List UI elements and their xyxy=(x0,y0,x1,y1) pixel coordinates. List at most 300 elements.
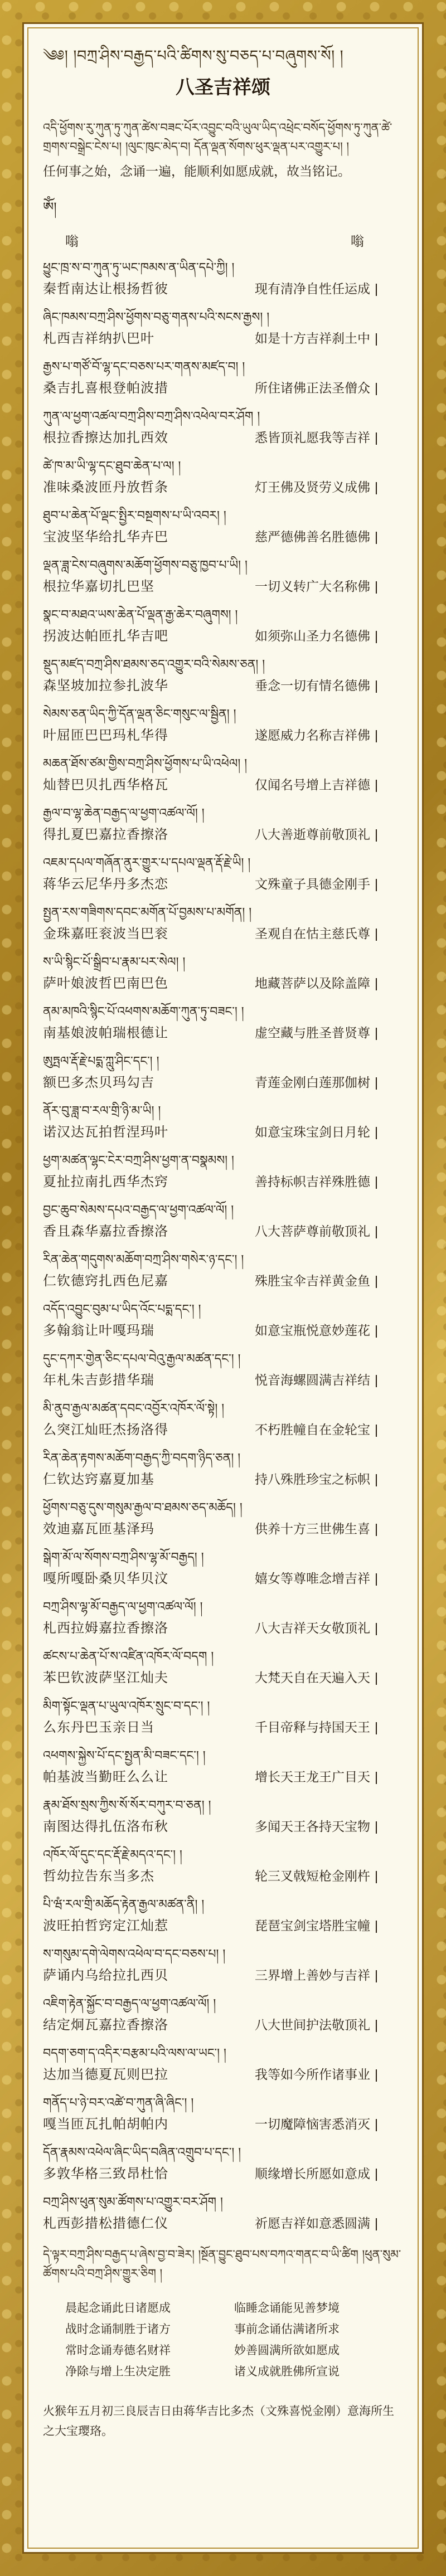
verse-row xyxy=(43,1964,403,1987)
verse-meaning-wrap xyxy=(255,625,403,648)
verse-item xyxy=(43,606,403,648)
verse-meaning: 一切义转广大名称佛 xyxy=(255,580,370,594)
verse-item xyxy=(43,1647,403,1689)
om-right: 嗡 xyxy=(351,234,364,249)
shad-mark xyxy=(376,1772,377,1784)
verse-meaning: 多闻天王各持天宝物 xyxy=(255,1820,370,1834)
verse-transliteration: 多敦华格三致昂杜恰 xyxy=(43,2166,168,2181)
verse-meaning-wrap xyxy=(255,1915,403,1937)
verse-item xyxy=(43,755,403,796)
verse-meaning: 垂念一切有情名德佛 xyxy=(255,679,370,693)
verse-transliteration: 札西彭措松措德仁仪 xyxy=(43,2215,168,2231)
verse-meaning: 增长天王龙王广目天 xyxy=(255,1770,370,1785)
chinese-title: 八圣吉祥颂 xyxy=(176,76,270,99)
verse-tibetan: འདོད་འབྱུང་བུམ་པ་ཡིད་འོང་པདྨ་དང་། ། xyxy=(43,1302,201,1316)
tibetan-intro: འདི་ཕྱོགས་རུ་ཀུན་ཏུ་ཀུན་ཚེས་བཟང་པོར་འབྱུང་བའི་ཡུལ་ཡིད་འཕྲེང་བསོད་ཕྱོགས་ཏུ་ཀུན་ཚེ་གྲགས་བསྒྲེང་ངེས་པ། །ལུང་ཁུང་མེད་བ། དོན་ལྡན་སོགས་ཕུར་ལྡན་པར་འགྱུར་པ། ། xyxy=(43,121,392,153)
verse-meaning: 嬉女等尊唯念增吉祥 xyxy=(255,1572,370,1586)
verse-transliteration: 达加当德夏瓦则巴拉 xyxy=(43,2067,168,2082)
om-block xyxy=(43,193,403,250)
poem-line xyxy=(65,2361,403,2382)
verse-transliteration: 么突江灿旺杰扬洛得 xyxy=(43,1422,168,1437)
verse-transliteration: 仁钦德窍扎西色尼嘉 xyxy=(43,1273,168,1289)
poem-left: 战时念诵制胜于诸方 xyxy=(65,2322,171,2336)
verse-transliteration: 蒋华云尼华丹多杰恋 xyxy=(43,876,168,892)
verse-meaning: 灯王佛及贤劳义成佛 xyxy=(255,480,370,495)
verse-tibetan: མིག་སྟོང་ལྡན་པ་ཡུལ་འཁོར་སྲུང་བ་དང་། ། xyxy=(43,1699,210,1713)
shad-mark xyxy=(376,1673,377,1685)
verse-row xyxy=(43,1220,403,1243)
colophon: 火猴年五月初三良辰吉日由蒋华吉比多杰（文殊喜悦金刚）意海所生之大宝璎珞。 xyxy=(43,2404,394,2438)
verse-tibetan: བྱང་ཆུབ་སེམས་དཔའ་བརྒྱད་ལ་ཕྱག་འཚལ་ལོ། ། xyxy=(43,1203,234,1217)
shad-mark xyxy=(376,1623,377,1635)
om-left: 嗡 xyxy=(65,234,79,249)
verse-transliteration: 帕基波当勤旺么么让 xyxy=(43,1769,168,1785)
verse-transliteration: 萨叶娘波哲巴南巴色 xyxy=(43,975,168,991)
verse-row xyxy=(43,2113,403,2136)
verse-meaning-wrap xyxy=(255,477,403,499)
shad-mark xyxy=(376,929,377,941)
shad-mark xyxy=(376,2218,377,2230)
shad-mark xyxy=(376,1821,377,1834)
verse-transliteration: 札西拉姆嘉拉香擦洛 xyxy=(43,1620,168,1636)
verse-meaning-wrap xyxy=(255,1766,403,1788)
verse-tibetan: བདག་ཅག་ད་འདིར་བརྩམ་པའི་ལས་ལ་ཡང་། ། xyxy=(43,2047,226,2060)
verse-item xyxy=(43,1201,403,1243)
verse-row xyxy=(43,1914,403,1937)
verse-tibetan: འཇམ་དཔལ་གཞོན་ནུར་གྱུར་པ་དཔལ་ལྡན་རྡོ་རྗེ་ཡི། ། xyxy=(43,856,251,870)
closing-poem xyxy=(65,2297,403,2382)
verse-tibetan: གནོད་པ་ཉེ་བར་འཚེ་བ་ཀུན་ཞི་ཞིང་། ། xyxy=(43,2096,194,2110)
verse-meaning: 如意宝瓶悦意妙莲花 xyxy=(255,1324,370,1338)
verse-row xyxy=(43,674,403,697)
shad-mark xyxy=(376,1474,377,1486)
verse-transliteration: 森坚坡加拉参扎波华 xyxy=(43,678,168,693)
verse-meaning-wrap xyxy=(255,576,403,598)
verse-tibetan: ཚེ་ཁ་མ་ཡི་ལྷ་དང་ཐུབ་ཆེན་པ་ལ། ། xyxy=(43,459,181,473)
verse-transliteration: 叶屈匝巴巴玛札华得 xyxy=(43,727,168,743)
verse-item xyxy=(43,1499,403,1540)
verse-meaning-wrap xyxy=(255,2113,403,2136)
verse-row xyxy=(43,1270,403,1292)
shad-mark xyxy=(376,829,377,842)
verse-meaning: 虚空藏与胜圣普贤尊 xyxy=(255,1026,370,1041)
shad-mark xyxy=(376,482,377,494)
verse-meaning-wrap xyxy=(255,1369,403,1392)
verse-row xyxy=(43,1617,403,1640)
poem-left: 净除与增上生决定胜 xyxy=(65,2365,171,2378)
verse-meaning: 圣观自在怙主慈氏尊 xyxy=(255,927,370,941)
shad-mark xyxy=(376,1524,377,1536)
verse-meaning-wrap xyxy=(255,774,403,796)
poem-right: 诸义成就胜佛所宣说 xyxy=(234,2365,340,2378)
verse-transliteration: 根拉华嘉切扎巴坚 xyxy=(43,579,154,594)
verse-tibetan: བཀྲ་ཤིས་ཕུན་སུམ་ཚོགས་པ་འགྱུར་བར་ཤོག ། xyxy=(43,2195,223,2209)
om-tibetan: ཨོཾ། xyxy=(43,200,57,215)
verse-item xyxy=(43,2193,403,2235)
verse-tibetan: རིན་ཆེན་གདུགས་མཆོག་བཀྲ་ཤིས་གསེར་ཉ་དང་། ། xyxy=(43,1253,244,1267)
verse-meaning-wrap xyxy=(255,2014,403,2037)
verse-transliteration: 效迪嘉瓦匝基泽玛 xyxy=(43,1521,154,1537)
verse-meaning-wrap xyxy=(255,973,403,995)
verse-meaning: 地藏菩萨以及除盖障 xyxy=(255,976,370,991)
verse-row xyxy=(43,1716,403,1739)
shad-mark xyxy=(376,1425,377,1437)
verse-item xyxy=(43,655,403,697)
verse-meaning-wrap xyxy=(255,526,403,548)
verse-row xyxy=(43,2063,403,2086)
shad-mark xyxy=(376,1871,377,1883)
verse-row xyxy=(43,2212,403,2235)
verse-tibetan: རྒྱས་པ་གཙོ་བོ་ལྷ་དང་བཅས་པར་གནས་མཛད་བ། ། xyxy=(43,360,245,374)
verse-row xyxy=(43,1567,403,1590)
verse-row xyxy=(43,426,403,449)
verse-tibetan: ས་ཡི་སྙིང་པོ་སྒྲིབ་པ་རྣམ་པར་སེལ། ། xyxy=(43,955,186,969)
verse-item xyxy=(43,903,403,945)
verse-row xyxy=(43,575,403,598)
verse-transliteration: 南基娘波帕瑞根德让 xyxy=(43,1025,168,1041)
verse-meaning: 轮三叉戟短枪金刚杵 xyxy=(255,1869,370,1884)
verse-tibetan: ཨུཏྤལ་རྡོ་རྗེ་པདྨ་ཀླུ་ཤིང་དང་། ། xyxy=(43,1054,159,1068)
verse-row xyxy=(43,1418,403,1441)
document-sheet xyxy=(22,22,424,2554)
shad-mark xyxy=(376,730,377,742)
verse-item xyxy=(43,1350,403,1392)
shad-mark xyxy=(376,1028,377,1040)
verse-meaning-wrap xyxy=(255,1270,403,1292)
verse-transliteration: 结定炯瓦嘉拉香擦洛 xyxy=(43,2017,168,2033)
verse-meaning: 一切魔障恼害悉消灭 xyxy=(255,2117,370,2132)
om-row xyxy=(43,230,403,250)
shad-mark xyxy=(376,1177,377,1189)
verse-tibetan: འཕགས་སྐྱེས་པོ་དང་སྤྱན་མི་བཟང་དང་། ། xyxy=(43,1749,206,1763)
verse-item xyxy=(43,407,403,449)
verse-row xyxy=(43,1815,403,1838)
verse-meaning-wrap xyxy=(255,1072,403,1094)
shad-mark xyxy=(376,333,377,346)
verse-item xyxy=(43,1846,403,1888)
verse-meaning-wrap xyxy=(255,1965,403,1987)
verse-row xyxy=(43,1071,403,1094)
verse-meaning-wrap xyxy=(255,675,403,697)
verse-tibetan: མི་ནུབ་རྒྱལ་མཚན་དབང་འབྱོར་འཁོར་ལོ་སྟེ། ། xyxy=(43,1402,225,1416)
verse-item xyxy=(43,804,403,846)
verse-meaning-wrap xyxy=(255,1518,403,1540)
verse-tibetan: ནམ་མཁའི་སྙིང་པོ་འཕགས་མཆོག་ཀུན་ཏུ་བཟང་། ། xyxy=(43,1005,244,1019)
verse-tibetan: བཀྲ་ཤིས་ལྷ་མོ་བརྒྱད་ལ་ཕྱག་འཚལ་ལོ། ། xyxy=(43,1600,203,1614)
verse-meaning: 殊胜宝伞吉祥黄金鱼 xyxy=(255,1274,370,1289)
verse-item xyxy=(43,854,403,896)
verse-item xyxy=(43,1945,403,1987)
verse-meaning: 仅闻名号增上吉祥德 xyxy=(255,778,370,793)
verse-transliteration: 香且森华嘉拉香擦洛 xyxy=(43,1223,168,1239)
shad-mark xyxy=(376,532,377,544)
verse-list xyxy=(43,259,403,2235)
verse-row xyxy=(43,2014,403,2037)
verse-meaning: 悉皆顶礼愿我等吉祥 xyxy=(255,431,370,445)
verse-transliteration: 诺汉达瓦拍哲涅玛叶 xyxy=(43,1124,168,1140)
verse-meaning-wrap xyxy=(255,1121,403,1144)
verse-item xyxy=(43,1003,403,1044)
poem-line xyxy=(65,2340,403,2361)
shad-mark xyxy=(376,1921,377,1933)
poem-right: 妙善圆满所欲如愿成 xyxy=(234,2344,340,2357)
verse-item xyxy=(43,1251,403,1292)
poem-right: 临睡念诵能见善梦境 xyxy=(234,2301,340,2315)
verse-item xyxy=(43,1151,403,1193)
verse-meaning: 三界增上善妙与吉祥 xyxy=(255,1969,370,1983)
verse-row xyxy=(43,1319,403,1342)
verse-meaning: 八大善逝尊前敬顶礼 xyxy=(255,828,370,842)
verse-transliteration: 苯巴钦波萨坚江灿夫 xyxy=(43,1670,168,1685)
verse-item xyxy=(43,1548,403,1590)
verse-item xyxy=(43,1697,403,1739)
verse-tibetan: འཁོར་ལོ་དུང་དང་རྡོ་རྗེ་མདའ་དང་། ། xyxy=(43,1848,182,1862)
verse-meaning-wrap xyxy=(255,725,403,747)
verse-meaning-wrap xyxy=(255,824,403,846)
verse-tibetan: ཕྱུང་ཁྲ་ས་བ་ཀུན་ཏུ་ཡང་ཁམས་ན་ཡིན་དཔེ་ཀྱི། ། xyxy=(43,261,235,275)
verse-row xyxy=(43,922,403,945)
verse-meaning: 文殊童子具德金刚手 xyxy=(255,877,370,892)
verse-row xyxy=(43,1022,403,1044)
verse-item xyxy=(43,556,403,598)
verse-meaning: 现有清净自性任运成 xyxy=(255,282,370,297)
shad-mark xyxy=(376,1970,377,1982)
verse-item xyxy=(43,2094,403,2136)
verse-row xyxy=(43,1468,403,1491)
verse-tibetan: རྣམ་ཐོས་སྲས་ཀྱིས་སོ་སོར་བཀུར་བ་ཅན། ། xyxy=(43,1799,211,1812)
verse-tibetan: ལྡན་ཟླ་ངེས་བཞུགས་མཆོག་ཕྱོགས་བཅུ་ཁྱབ་པ་ཡི། ། xyxy=(43,558,248,572)
verse-transliteration: 南图达得扎伍洛布秋 xyxy=(43,1819,168,1834)
verse-meaning: 如须弥山圣力名德佛 xyxy=(255,629,370,644)
verse-row xyxy=(43,2162,403,2185)
verse-meaning-wrap xyxy=(255,2163,403,2185)
verse-meaning-wrap xyxy=(255,1171,403,1193)
verse-transliteration: 桑吉扎喜根登帕波措 xyxy=(43,380,168,396)
verse-meaning: 青莲金刚白莲那伽树 xyxy=(255,1076,370,1090)
verse-row xyxy=(43,1666,403,1689)
verse-row xyxy=(43,873,403,896)
verse-row xyxy=(43,972,403,995)
verse-meaning: 八大世间护法敬顶礼 xyxy=(255,2018,370,2033)
verse-row xyxy=(43,1865,403,1888)
verse-row xyxy=(43,1518,403,1540)
verse-row xyxy=(43,625,403,648)
verse-tibetan: པི་ཝཾ་རལ་གྲི་མཆོད་རྟེན་རྒྱལ་མཚན་ནི། ། xyxy=(43,1898,205,1912)
verse-meaning-wrap xyxy=(255,427,403,449)
verse-item xyxy=(43,1995,403,2037)
verse-meaning: 祈愿吉祥如意悉圆满 xyxy=(255,2217,370,2231)
verse-item xyxy=(43,457,403,499)
verse-item xyxy=(43,1399,403,1441)
verse-meaning: 八大菩萨尊前敬顶礼 xyxy=(255,1224,370,1239)
verse-meaning-wrap xyxy=(255,1469,403,1491)
verse-transliteration: 夏扯拉南扎西华杰窍 xyxy=(43,1174,168,1189)
verse-tibetan: སྤྱན་རས་གཟིགས་དབང་མགོན་པོ་བྱམས་པ་མགོན། ། xyxy=(43,906,252,920)
shad-mark xyxy=(376,978,377,990)
verse-tibetan: ཚངས་པ་ཆེན་པོ་ས་འཛིན་འཁོར་ལོ་བདག ། xyxy=(43,1650,214,1664)
verse-item xyxy=(43,1300,403,1342)
shad-mark xyxy=(376,1722,377,1734)
verse-item xyxy=(43,1747,403,1788)
verse-meaning: 遂愿威力名称吉祥佛 xyxy=(255,728,370,743)
shad-mark xyxy=(376,581,377,594)
verse-row xyxy=(43,823,403,846)
verse-meaning-wrap xyxy=(255,2213,403,2235)
verse-item xyxy=(43,1895,403,1937)
shad-mark xyxy=(376,1573,377,1586)
shad-mark xyxy=(376,2119,377,2131)
verse-meaning: 持八殊胜珍宝之标帜 xyxy=(255,1472,370,1487)
verse-meaning: 如是十方吉祥刹土中 xyxy=(255,332,370,346)
verse-transliteration: 萨诵内乌给拉扎西贝 xyxy=(43,1967,168,1983)
verse-transliteration: 秦哲南达让根扬哲彼 xyxy=(43,281,168,297)
verse-meaning-wrap xyxy=(255,923,403,945)
verse-tibetan: སྡུད་མཛད་བཀྲ་ཤིས་ཐམས་ཅད་འགྱུར་བའི་སེམས་ཅན། ། xyxy=(43,658,265,672)
verse-meaning: 我等如今所作诸事业 xyxy=(255,2068,370,2082)
poem-line xyxy=(65,2297,403,2319)
verse-transliteration: 拐波达帕匝扎华吉吧 xyxy=(43,628,168,644)
verse-meaning: 善持标帜吉祥殊胜德 xyxy=(255,1175,370,1189)
verse-transliteration: 嘎所嘎卧桑贝华贝汶 xyxy=(43,1571,168,1586)
verse-meaning: 所住诸佛正法圣僧众 xyxy=(255,381,370,396)
verse-row xyxy=(43,1766,403,1788)
verse-meaning: 琵琶宝剑宝塔胜宝幢 xyxy=(255,1919,370,1933)
verse-meaning-wrap xyxy=(255,1320,403,1342)
verse-tibetan: ཀུན་ལ་ཕྱག་འཚལ་བཀྲ་ཤིས་བཀྲ་ཤིས་འཕེལ་བར་ཤོག ། xyxy=(43,410,260,424)
verse-tibetan: ཕྱག་མཚན་ལྷང་ངེར་བཀྲ་ཤིས་ཕྱག་ན་བསྣམས། ། xyxy=(43,1154,234,1168)
verse-tibetan: སྒེག་མོ་ལ་སོགས་བཀྲ་ཤིས་ལྷ་མོ་བརྒྱད། ། xyxy=(43,1551,204,1564)
verse-row xyxy=(43,476,403,499)
verse-item xyxy=(43,1449,403,1491)
tibetan-outro: དེ་ལྟར་བཀྲ་ཤིས་བརྒྱད་པ་ཞེས་བྱ་བ་ཟེར། །སྔོན་བྱུང་ཐུབ་པས་བཀའ་གནང་བ་ཡི་ཚིག །ཕུན་སུམ་ཚོགས་པའི་བཀྲ་ཤིས་གྱུར་ཅིག ། xyxy=(43,2248,401,2280)
shad-mark xyxy=(376,2069,377,2082)
verse-transliteration: 额巴多杰贝玛勾吉 xyxy=(43,1075,154,1090)
shad-mark xyxy=(376,1325,377,1338)
verse-meaning-wrap xyxy=(255,1717,403,1739)
verse-meaning-wrap xyxy=(255,377,403,400)
verse-row xyxy=(43,377,403,400)
shad-mark xyxy=(376,1375,377,1387)
shad-mark xyxy=(376,631,377,643)
verse-row xyxy=(43,1369,403,1392)
verse-row xyxy=(43,526,403,548)
verse-item xyxy=(43,507,403,548)
verse-item xyxy=(43,2044,403,2086)
verse-meaning-wrap xyxy=(255,1022,403,1044)
verse-meaning: 供养十方三世佛生喜 xyxy=(255,1522,370,1537)
verse-tibetan: སེམས་ཅན་ཡིད་ཀྱི་དོན་ལྡན་ཅིང་གསུང་ལ་སྦྱིན། ། xyxy=(43,707,236,721)
verse-meaning-wrap xyxy=(255,278,403,300)
verse-tibetan: འཇིག་རྟེན་སྐྱོང་བ་བརྒྱད་ལ་ཕྱག་འཚལ་ལོ། ། xyxy=(43,1997,216,2011)
tibetan-title: ༄༅། །བཀྲ་ཤིས་བརྒྱད་པའི་ཚིགས་སུ་བཅད་པ་བཞུགས་སོ། ། xyxy=(43,47,344,65)
shad-mark xyxy=(376,2169,377,2181)
shad-mark xyxy=(376,681,377,693)
verse-item xyxy=(43,308,403,350)
verse-tibetan: སྣང་བ་མཐའ་ཡས་ཆེན་པོ་ལྡན་རྒྱ་ཆེར་བཞུགས། ། xyxy=(43,608,238,622)
verse-row xyxy=(43,278,403,300)
verse-transliteration: 多翰翁让叶嘎玛瑞 xyxy=(43,1323,154,1338)
poem-left: 晨起念诵此日诸愿成 xyxy=(65,2301,171,2315)
verse-meaning: 慈严德佛善名胜德佛 xyxy=(255,530,370,545)
shad-mark xyxy=(376,383,377,395)
verse-tibetan: དོན་རྣམས་འཕེལ་ཞིང་ཡིད་བཞིན་འགྲུབ་པ་དང་། ། xyxy=(43,2146,241,2160)
verse-transliteration: 灿替巴贝扎西华格瓦 xyxy=(43,777,168,793)
shad-mark xyxy=(376,432,377,445)
verse-meaning: 大梵天自在天遍入天 xyxy=(255,1671,370,1685)
verse-meaning-wrap xyxy=(255,328,403,350)
shad-mark xyxy=(376,1226,377,1238)
verse-meaning: 八大吉祥天女敬顶礼 xyxy=(255,1621,370,1636)
verse-transliteration: 么东丹巴玉亲日当 xyxy=(43,1719,154,1735)
verse-item xyxy=(43,1052,403,1094)
verse-tibetan: ཞིང་ཁམས་བཀྲ་ཤིས་ཕྱོགས་བཅུ་གནས་པའི་སངས་རྒྱས། ། xyxy=(43,310,270,324)
verse-tibetan: ཐུབ་པ་ཆེན་པོ་ལྡང་སྤྱིར་བསྔགས་པ་ཡི་འབར། ། xyxy=(43,509,226,523)
shad-mark xyxy=(376,879,377,891)
verse-meaning-wrap xyxy=(255,1667,403,1689)
verse-item xyxy=(43,1598,403,1640)
verse-transliteration: 宝波坚华给扎华卉巴 xyxy=(43,529,168,545)
verse-meaning-wrap xyxy=(255,1617,403,1640)
verse-meaning: 顺缘增长所愿如意成 xyxy=(255,2167,370,2181)
verse-tibetan: ཕྱོགས་བཅུ་དུས་གསུམ་རྒྱལ་བ་ཐམས་ཅད་མཆོད། ། xyxy=(43,1501,243,1515)
verse-row xyxy=(43,724,403,747)
verse-meaning: 千目帝释与持国天王 xyxy=(255,1720,370,1735)
verse-meaning-wrap xyxy=(255,1221,403,1243)
verse-meaning: 悦音海螺圆满吉祥结 xyxy=(255,1373,370,1388)
verse-tibetan: མཆན་ཐོས་ཙམ་གྱིས་བཀྲ་ཤིས་ཕྱོགས་པ་ཡི་འཕེལ། ། xyxy=(43,757,248,771)
verse-item xyxy=(43,953,403,995)
verse-row xyxy=(43,1121,403,1144)
verse-transliteration: 哲幼拉告东当多杰 xyxy=(43,1868,154,1884)
verse-item xyxy=(43,1102,403,1144)
verse-item xyxy=(43,259,403,300)
verse-meaning-wrap xyxy=(255,1865,403,1888)
verse-meaning-wrap xyxy=(255,1568,403,1590)
shad-mark xyxy=(376,1276,377,1288)
poem-line xyxy=(65,2319,403,2340)
shad-mark xyxy=(376,1127,377,1139)
verse-transliteration: 札西吉祥纳扒巴叶 xyxy=(43,330,154,346)
shad-mark xyxy=(376,2020,377,2032)
shad-mark xyxy=(376,1077,377,1090)
verse-row xyxy=(43,327,403,350)
verse-transliteration: 金珠嘉旺衮波当巴衮 xyxy=(43,926,168,941)
verse-tibetan: དུང་དཀར་གྱེན་ཅིང་དཔལ་བེའུ་རྒྱལ་མཚན་དང་། ། xyxy=(43,1352,241,1366)
verse-transliteration: 根拉香擦达加扎西效 xyxy=(43,430,168,445)
verse-transliteration: 准味桑波匝丹放哲条 xyxy=(43,479,168,495)
poem-right: 事前念诵估满诸所求 xyxy=(234,2322,340,2336)
verse-transliteration: 得扎夏巴嘉拉香擦洛 xyxy=(43,827,168,842)
poem-left: 常时念诵寿德名财祥 xyxy=(65,2344,171,2357)
verse-meaning-wrap xyxy=(255,1816,403,1838)
verse-meaning-wrap xyxy=(255,2064,403,2086)
verse-meaning-wrap xyxy=(255,873,403,896)
verse-transliteration: 波旺拍哲窍定江灿惹 xyxy=(43,1918,168,1933)
verse-transliteration: 年札朱吉彭措华瑞 xyxy=(43,1372,154,1388)
verse-row xyxy=(43,1170,403,1193)
verse-meaning: 不朽胜幢自在金轮宝 xyxy=(255,1423,370,1437)
verse-item xyxy=(43,2144,403,2185)
verse-tibetan: རྒྱལ་བ་ལྷ་ཆེན་བརྒྱད་ལ་ཕྱག་འཚལ་ལོ། ། xyxy=(43,806,205,820)
verse-item xyxy=(43,1796,403,1838)
verse-item xyxy=(43,358,403,400)
shad-mark xyxy=(376,780,377,792)
verse-tibetan: ས་གསུམ་དགེ་ལེགས་འཕེལ་བ་དང་བཅས་པ། ། xyxy=(43,1947,226,1961)
chinese-intro: 任何事之始，念诵一遍，能顺利如愿成就，故当铭记。 xyxy=(43,164,351,179)
verse-tibetan: ནོར་བུ་ཟླ་བ་རལ་གྲི་ཉི་མ་ཡི། ། xyxy=(43,1104,161,1118)
verse-transliteration: 嘎当匝瓦扎帕胡帕内 xyxy=(43,2116,168,2132)
verse-transliteration: 仁钦达窍嘉夏加基 xyxy=(43,1471,154,1487)
